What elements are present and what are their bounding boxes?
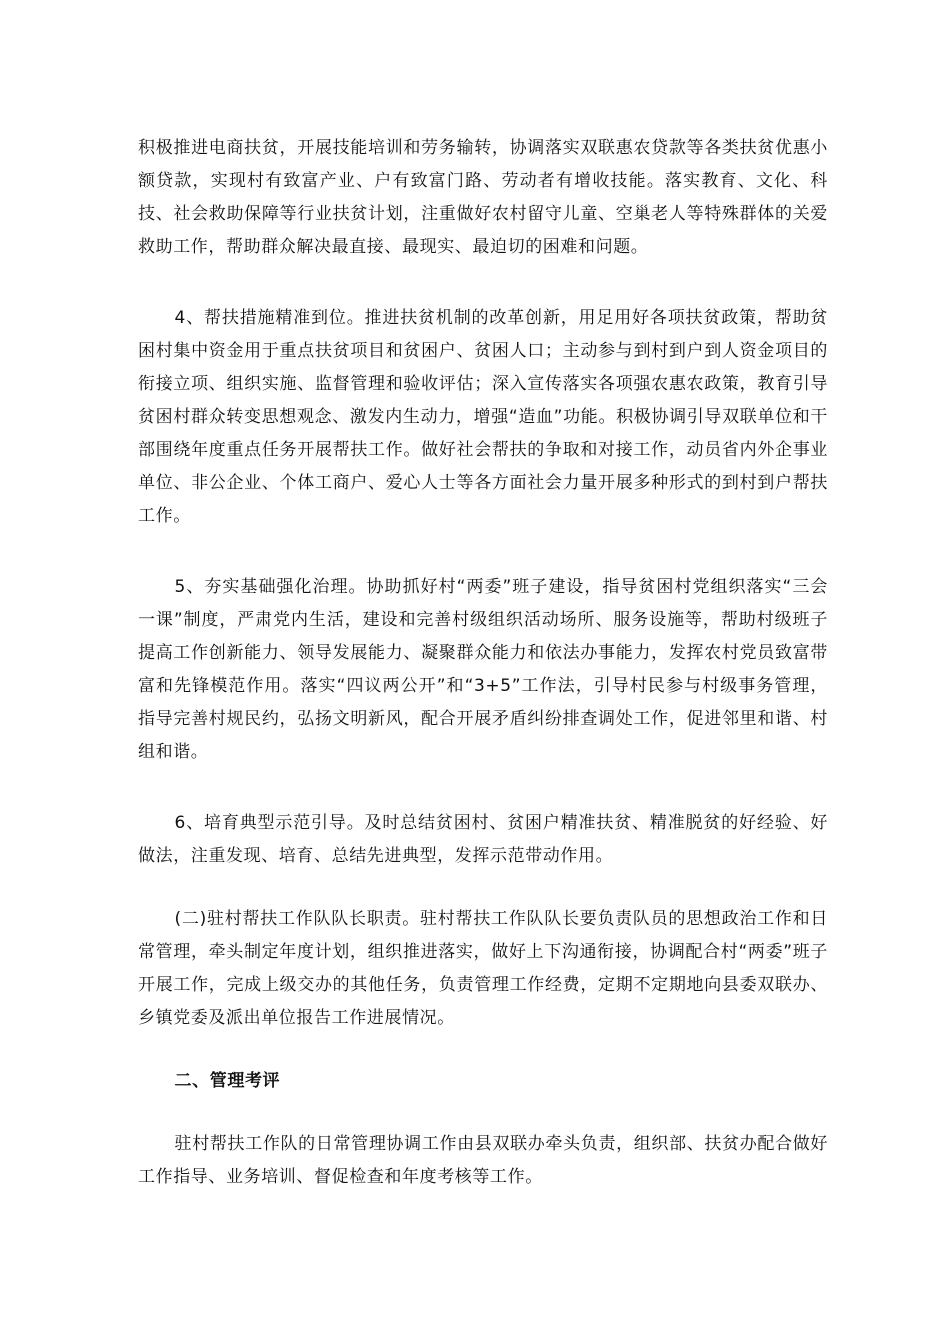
paragraph-item-5: 5、夯实基础强化治理。协助抓好村“两委”班子建设，指导贫困村党组织落实“三会一课”制度，严肃党内生活，建设和完善村级组织活动场所、服务设施等，帮助村级班子提高工作创新能力、领导发展能力、凝聚群众能力和依法办事能力，发挥农村党员致富带富和先锋模范作用。落实“四议两公开”和“3+5”工作法，引导村民参与村级事务管理，指导完善村规民约，弘扬文明新风，配合开展矛盾纠纷排查调处工作，促进邻里和谐、村组和谐。 (138, 577, 828, 762)
document-body (138, 132, 828, 1194)
paragraph-management: 驻村帮扶工作队的日常管理协调工作由县双联办牵头负责，组织部、扶贫办配合做好工作指导、业务培训、督促检查和年度考核等工作。 (138, 1134, 828, 1187)
paragraph-team-leader-duties: (二)驻村帮扶工作队队长职责。驻村帮扶工作队队长要负责队员的思想政治工作和日常管理，牵头制定年度计划，组织推进落实，做好上下沟通衔接，协调配合村“两委”班子开展工作，完成上级交办的其他任务，负责管理工作经费，定期不定期地向县委双联办、乡镇党委及派出单位报告工作进展情况。 (138, 909, 828, 1028)
paragraph-item-6: 6、培育典型示范引导。及时总结贫困村、贫困户精准扶贫、精准脱贫的好经验、好做法，注重发现、培育、总结先进典型，发挥示范带动作用。 (138, 813, 828, 866)
section-heading: 二、管理考评 (174, 1071, 281, 1091)
paragraph-item-4: 4、帮扶措施精准到位。推进扶贫机制的改革创新，用足用好各项扶贫政策，帮助贫困村集中资金用于重点扶贫项目和贫困户、贫困人口；主动参与到村到户到人资金项目的衔接立项、组织实施、监督管理和验收评估；深入宣传落实各项强农惠农政策，教育引导贫困村群众转变思想观念、激发内生动力，增强“造血”功能。积极协调引导双联单位和干部围绕年度重点任务开展帮扶工作。做好社会帮扶的争取和对接工作，动员省内外企事业单位、非公企业、个体工商户、爱心人士等各方面社会力量开展多种形式的到村到户帮扶工作。 (138, 308, 828, 526)
paragraph-continuation: 积极推进电商扶贫，开展技能培训和劳务输转，协调落实双联惠农贷款等各类扶贫优惠小额贷款，实现村有致富产业、户有致富门路、劳动者有增收技能。落实教育、文化、科技、社会救助保障等行业扶贫计划，注重做好农村留守儿童、空巢老人等特殊群体的关爱救助工作，帮助群众解决最直接、最现实、最迫切的困难和问题。 (138, 138, 828, 257)
